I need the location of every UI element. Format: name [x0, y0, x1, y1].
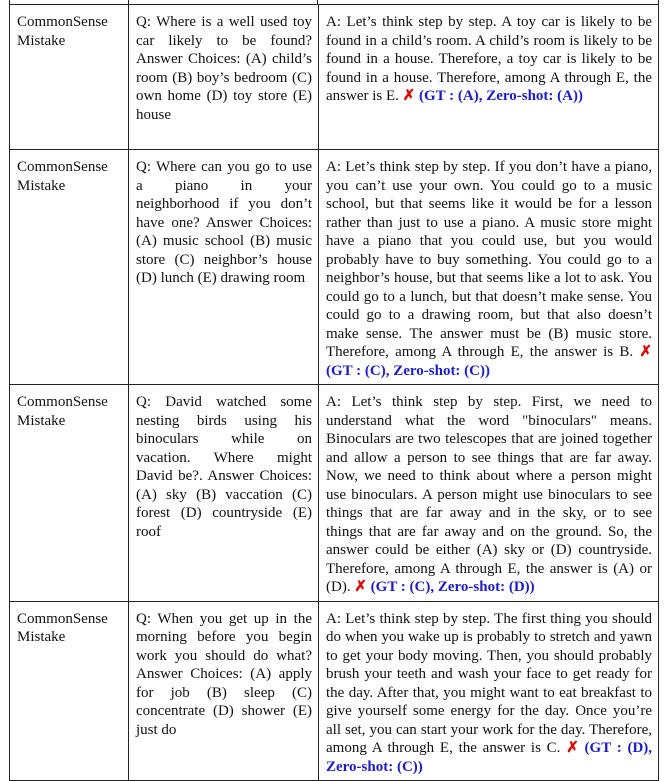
answer-cell [319, 601, 659, 781]
column-divider [317, 0, 318, 4]
question-cell: Q: Where is a well used toy car likely to be found? Answer Choices: (A) child’s room (B) boy’s bedroom (C) own home (D) toy store (E) house [129, 5, 319, 150]
column-divider [128, 0, 129, 4]
ground-truth-label: (GT : (C), Zero-shot: (D)) [370, 579, 535, 595]
question-cell: Q: Where can you go to use a piano in your neighborhood if you don’t have one? Answer Choices: (A) music school (B) music store (C) neighbor’s house (D) lunch (E) drawing room [129, 150, 319, 385]
answer-text: A: Let’s think step by step. A toy car is likely to be found in a child’s room. A child’s room is likely to be found in a house. Therefore, a toy car is likely to be found in a house. Therefore, among A through E, the answer is E. [326, 14, 652, 104]
wrong-mark-icon: ✗ [354, 579, 367, 595]
category-cell: CommonSense Mistake [10, 385, 129, 602]
wrong-mark-icon: ✗ [639, 344, 653, 360]
table-row [10, 150, 659, 385]
error-examples-table [9, 4, 659, 781]
answer-cell [319, 5, 659, 150]
question-cell: Q: David watched some nesting birds using his binoculars while on vacation. Where might David be?. Answer Choices: (A) sky (B) vaccation (C) forest (D) countryside (E) roof [129, 385, 319, 602]
answer-text: A: Let’s think step by step. The first thing you should do when you wake up is probably to stretch and yawn to get your body moving. Then, you should probably brush your teeth and wash your face to get ready for the day. After that, you might want to eat breakfast to give yourself some energy for the day. Once you’re all set, you can start your work for the day. Therefore, among A through E, the answer is C. [326, 610, 652, 756]
ground-truth-label: (GT : (D), Zero-shot: (C)) [326, 740, 653, 775]
wrong-mark-icon: ✗ [402, 88, 416, 104]
category-cell: CommonSense Mistake [10, 150, 129, 385]
answer-text: A: Let’s think step by step. If you don’t have a piano, you can’t use your own. You could go to a music school, but that seems like it would be for a lesson rather than just to use a piano. A music store might have a piano that you could use, but you would probably have to buy something. You could go to a neighbor’s house, but that seems like a lot to ask. You could go to a lunch, but that doesn’t make sense. You could go to a drawing room, but that also doesn’t make sense. The answer must be (B) music store. Therefore, among A through E, the answer is B. [326, 159, 652, 360]
ground-truth-label: (GT : (A), Zero-shot: (A)) [418, 88, 583, 104]
wrong-mark-icon: ✗ [566, 740, 579, 756]
ground-truth-label: (GT : (C), Zero-shot: (C)) [326, 362, 490, 379]
category-cell: CommonSense Mistake [10, 601, 129, 781]
table-row [10, 5, 659, 150]
answer-cell [319, 150, 659, 385]
answer-text: A: Let’s think step by step. First, we need to understand what the word "binoculars" means. Binoculars are two telescopes that are joined together and allow a person to see things that are far away. Now, we need to think about where a person might use binoculars. A person might use binoculars to see things that are far away and in the sky, or to see things that are far away and on the ground. So, the answer could be either (A) sky or (D) countryside. Therefore, among A through E, the answer is (A) or (D). [326, 394, 652, 595]
answer-cell [319, 385, 659, 602]
table-row [10, 385, 659, 602]
table-top-clipped-row [9, 0, 659, 4]
question-cell: Q: When you get up in the morning before you begin work you should do what? Answer Choices: (A) apply for job (B) sleep (C) concentrate (D) shower (E) just do [129, 601, 319, 781]
category-cell: CommonSense Mistake [10, 5, 129, 150]
table-row [10, 601, 659, 781]
examples-table-wrapper [9, 0, 659, 781]
